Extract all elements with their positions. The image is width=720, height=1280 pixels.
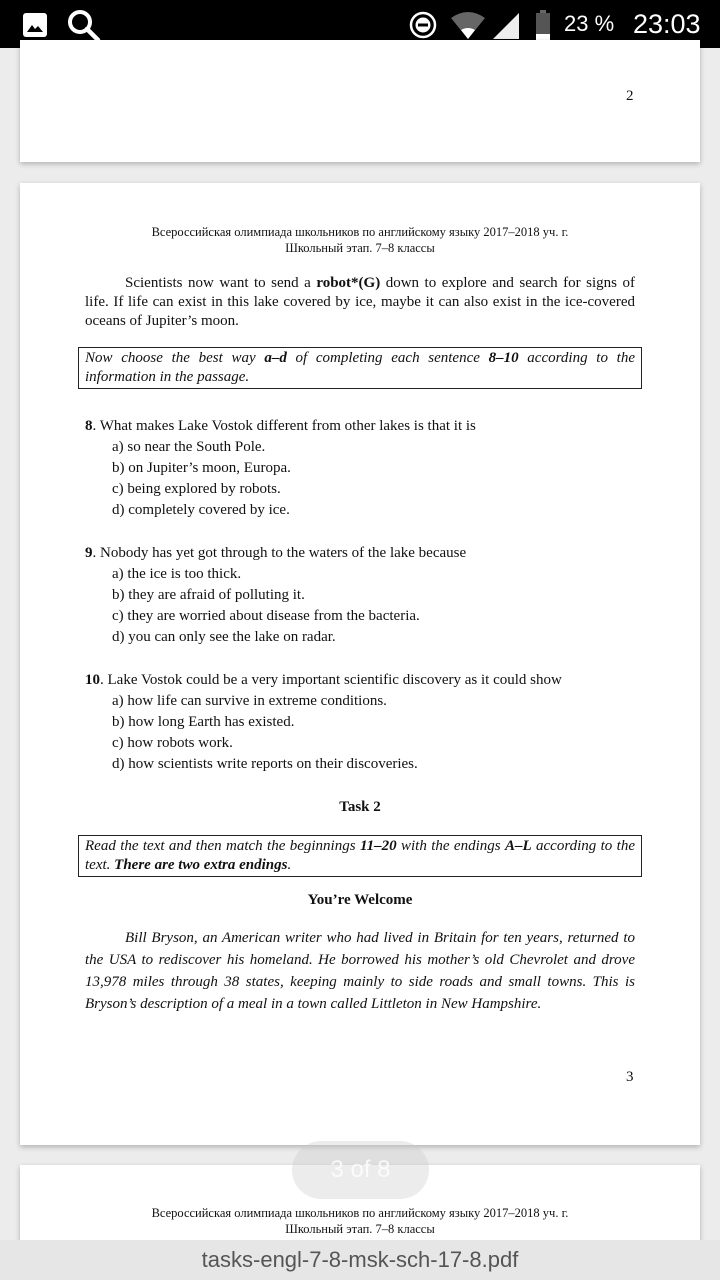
- text: Scientists now want to send a: [125, 275, 317, 291]
- option: b) they are afraid of polluting it.: [112, 587, 305, 603]
- text: .: [287, 857, 292, 873]
- page-header-line1: Всероссийская олимпиада школьников по английскому языку 2017–2018 уч. г.: [151, 225, 569, 239]
- search-icon: [66, 8, 102, 44]
- page-header-line1: Всероссийская олимпиада школьников по английскому языку 2017–2018 уч. г.: [151, 1206, 569, 1220]
- text: 11–20: [359, 838, 397, 854]
- battery-icon: [535, 10, 551, 40]
- option: c) how robots work.: [112, 735, 233, 751]
- pdf-page-3: [20, 183, 700, 1145]
- text: of completing each sentence: [286, 350, 489, 366]
- option: a) the ice is too thick.: [112, 566, 242, 582]
- task-title: Task 2: [339, 799, 381, 815]
- gallery-icon: [22, 12, 48, 38]
- option: a) how life can survive in extreme conditions.: [112, 693, 387, 709]
- text: 8–10: [488, 350, 519, 366]
- text: according to the information in the passage.: [85, 350, 635, 385]
- text: A–L: [504, 838, 532, 854]
- page-number: 2: [626, 88, 634, 104]
- clock: 23:03: [633, 9, 701, 39]
- file-name-bar: tasks-engl-7-8-msk-sch-17-8.pdf: [0, 1240, 720, 1280]
- option: a) so near the South Pole.: [112, 439, 266, 455]
- glossary-term: robot*(G): [316, 275, 381, 291]
- text: Read the text and then match the beginnings: [85, 838, 360, 854]
- question-number: 9: [85, 545, 93, 561]
- question-8: [85, 416, 476, 521]
- page-header-line2: Школьный этап. 7–8 классы: [285, 1222, 435, 1236]
- option: c) they are worried about disease from the bacteria.: [112, 608, 420, 624]
- question-text: . Lake Vostok could be a very important scientific discovery as it could show: [100, 672, 562, 688]
- option: b) how long Earth has existed.: [112, 714, 295, 730]
- option: d) how scientists write reports on their discoveries.: [112, 756, 418, 772]
- page-indicator: 3 of 8: [292, 1141, 429, 1199]
- text: with the endings: [396, 838, 505, 854]
- question-10: [85, 670, 562, 775]
- wifi-icon: [450, 12, 486, 40]
- text: a–d: [264, 350, 287, 366]
- option: d) completely covered by ice.: [112, 502, 290, 518]
- dnd-icon: [408, 10, 438, 40]
- text: according to the text.: [85, 838, 636, 873]
- option: c) being explored by robots.: [112, 481, 281, 497]
- story-title: You’re Welcome: [307, 892, 413, 908]
- pdf-page-2: [20, 40, 700, 162]
- story-intro: Bill Bryson, an American writer who had lived in Britain for ten years, returned to the USA to rediscover his homeland. He borrowed his mother’s old Chevrolet and drove 13,978 miles through 38 states, keeping mainly to side roads and small towns. This is Bryson’s description of a meal in a town called Littleton in New Hampshire.: [85, 930, 635, 1012]
- question-text: . Nobody has yet got through to the waters of the lake because: [92, 545, 467, 561]
- question-9: [85, 543, 466, 648]
- signal-icon: [492, 12, 520, 40]
- text: Now choose the best way: [85, 350, 265, 366]
- text: There are two extra endings: [114, 857, 288, 873]
- question-number: 10: [85, 672, 100, 688]
- option: d) you can only see the lake on radar.: [112, 629, 336, 645]
- question-text: . What makes Lake Vostok different from other lakes is that it is: [92, 418, 476, 434]
- option: b) on Jupiter’s moon, Europa.: [112, 460, 291, 476]
- instruction-box: [78, 347, 642, 389]
- question-number: 8: [85, 418, 93, 434]
- passage-paragraph: [85, 274, 635, 331]
- instruction-box-2: [78, 835, 642, 877]
- page-number: 3: [626, 1069, 634, 1085]
- text: down to explore and search for signs of life. If life can exist in this lake covered by ice, maybe it can also exist in the ice-covered oceans of Jupiter’s moon.: [85, 275, 635, 329]
- battery-percent: 23 %: [564, 11, 615, 36]
- page-header-line2: Школьный этап. 7–8 классы: [285, 241, 435, 255]
